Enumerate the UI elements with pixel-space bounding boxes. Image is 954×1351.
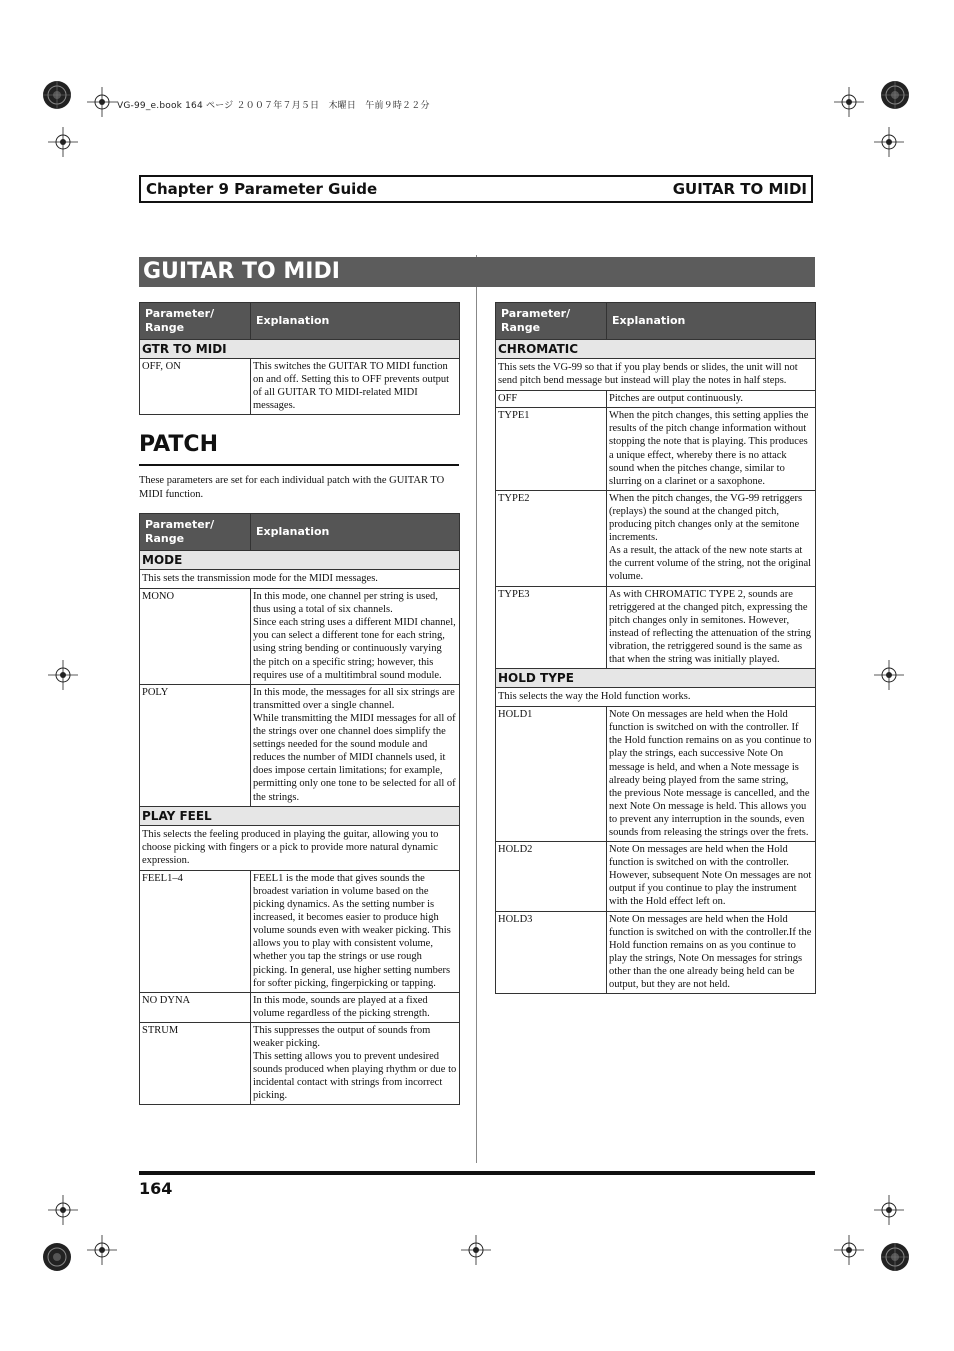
param-cell: MONO [140,589,251,685]
crosshair-mark-icon [461,1235,491,1265]
table-row [496,586,816,669]
table-header-row [140,303,460,340]
patch-heading: PATCH [139,432,218,457]
banner-title: GUITAR TO MIDI [143,259,340,284]
section-description: This sets the transmission mode for the MIDI messages. [140,570,460,589]
section-description: This selects the feeling produced in playing the guitar, allowing you to choose picking with fingers or a pick to provide more natural dynamic expression. [140,825,460,870]
registration-starburst-icon [880,1242,910,1272]
crosshair-mark-icon [874,127,904,157]
param-cell: TYPE2 [496,490,607,586]
explanation-cell: In this mode, the messages for all six strings are transmitted over a single channel. While transmitting the MIDI messages for all of the strings over one channel does simplify the settings needed for the sound module and reduces the number of MIDI channels used, it does impose certain limitations; for example, permitting only one tone to be selected for all of the strings. [251,684,460,806]
section-description: This selects the way the Hold function works. [496,688,816,707]
crosshair-mark-icon [87,87,117,117]
table-row [140,589,460,685]
explanation-cell: As with CHROMATIC TYPE 2, sounds are retriggered at the changed pitch, expressing the pitch changes only in semitones. However, instead of reflecting the attenuation of the string vibration, the retriggered sound is the same as that when the string was initially played. [607,586,816,669]
patch-intro: These parameters are set for each individual patch with the GUITAR TO MIDI function. [139,475,445,500]
crosshair-mark-icon [874,1195,904,1225]
footer-rule [139,1171,815,1175]
param-cell: FEEL1–4 [140,870,251,992]
table-row [496,490,816,586]
explanation-cell: When the pitch changes, the VG-99 retriggers (replays) the sound at the changed pitch, producing pitch changes only at the semitone increments. As a result, the attack of the new note starts at the current volume of the string, not the original volume. [607,490,816,586]
section-heading: MODE [140,551,460,570]
param-cell: TYPE3 [496,586,607,669]
param-cell: HOLD3 [496,911,607,994]
patch-table-left [139,513,460,1105]
explanation-cell: FEEL1 is the mode that gives sounds the broadest variation in volume based on the picking dynamics. As the setting number is increased, it becomes easier to produce high volume sounds even with weaker picking. This allows you to play with consistent volume, whether you tap the strings or use rough picking. In general, use higher setting numbers for softer picking, fingerpicking or tapping. [251,870,460,992]
param-cell: OFF [496,391,607,408]
crosshair-mark-icon [87,1235,117,1265]
crosshair-mark-icon [48,1195,78,1225]
explanation-cell: Note On messages are held when the Hold function is switched on with the controller. However, subsequent Note On messages are not output if you continue to play the instrument with the Hold effect left on. [607,842,816,911]
page-number: 164 [139,1179,173,1198]
registration-starburst-icon [42,80,72,110]
registration-starburst-icon [880,80,910,110]
explanation-cell: Note On messages are held when the Hold function is switched on with the controller.If the Hold function remains on as you continue to play the strings, Note On messages for strings other than the one already being held can be output, but they are not held. [607,911,816,994]
table-row [496,391,816,408]
param-cell: NO DYNA [140,992,251,1022]
table-row [140,870,460,992]
crosshair-mark-icon [874,660,904,690]
param-cell: STRUM [140,1022,251,1105]
table-row [496,408,816,491]
table-row [140,1022,460,1105]
explanation-header: Explanation [607,303,816,340]
explanation-cell: In this mode, one channel per string is used, thus using a total of six channels. Since each string uses a different MIDI channel, you can select a different tone for each string, using string bending or continuously varying the pitch on a specific string; however, this requires use of a multitimbral sound module. [251,589,460,685]
explanation-cell: In this mode, sounds are played at a fixed volume regardless of the picking strength. [251,992,460,1022]
section-heading: GTR TO MIDI [140,340,460,359]
table-header-row [140,514,460,551]
param-header: Parameter/ Range [140,303,251,340]
param-cell: TYPE1 [496,408,607,491]
registration-starburst-icon [42,1242,72,1272]
gtr-to-midi-table [139,302,460,415]
heading-rule [139,464,459,466]
crosshair-mark-icon [48,660,78,690]
param-cell: POLY [140,684,251,806]
table-row [496,842,816,911]
section-heading: HOLD TYPE [496,669,816,688]
patch-table-right [495,302,816,994]
explanation-header: Explanation [251,303,460,340]
crosshair-mark-icon [834,87,864,117]
explanation-header: Explanation [251,514,460,551]
explanation-cell: When the pitch changes, this setting applies the results of the pitch change information without stopping the note that is playing. This produces a unique effect, whereby there is no attack sound when the pitches change, similar to slurring on a clarinet or a saxophone. [607,408,816,491]
table-row [140,992,460,1022]
crosshair-mark-icon [834,1235,864,1265]
section-heading: PLAY FEEL [140,806,460,825]
explanation-cell: This switches the GUITAR TO MIDI function on and off. Setting this to OFF prevents output of all GUITAR TO MIDI-related MIDI messages. [251,359,460,415]
explanation-cell: Pitches are output continuously. [607,391,816,408]
section-description: This sets the VG-99 so that if you play bends or slides, the unit will not send pitch bend message but instead will play the notes in half steps. [496,359,816,391]
explanation-cell: This suppresses the output of sounds from weaker picking. This setting allows you to prevent undesired sounds produced when playing rhythm or due to incidental contact with strings from incorrect picking. [251,1022,460,1105]
crosshair-mark-icon [48,127,78,157]
param-cell: HOLD1 [496,707,607,842]
table-header-row [496,303,816,340]
column-divider [476,255,477,1163]
param-header: Parameter/ Range [496,303,607,340]
chapter-title: Chapter 9 Parameter Guide [146,180,378,198]
section-heading: CHROMATIC [496,340,816,359]
table-row [140,684,460,806]
param-cell: OFF, ON [140,359,251,415]
table-row [496,707,816,842]
section-title: GUITAR TO MIDI [672,180,807,198]
param-header: Parameter/ Range [140,514,251,551]
param-cell: HOLD2 [496,842,607,911]
explanation-cell: Note On messages are held when the Hold function is switched on with the controller. If the Hold function remains on as you continue to play the strings, each successive Note On message is held, and when a Note message is already being played from the same string, the previous Note message is cancelled, and the next Note On message is held. This allows you to prevent any interruption in the sounds, even sounds from releasing the strings over the frets. [607,707,816,842]
table-row [140,359,460,415]
table-row [496,911,816,994]
print-info-line: VG-99_e.book 164 ページ ２００７年７月５日 木曜日 午前９時２２分 [117,101,430,111]
